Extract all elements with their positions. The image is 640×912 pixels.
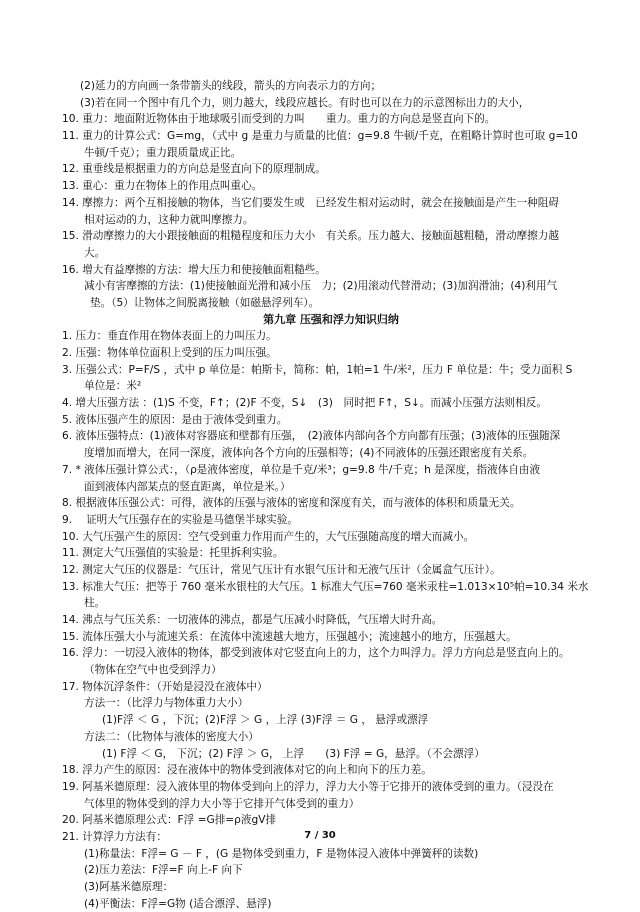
text-line: 3. 压强公式：P=F/S ，式中 p 单位是：帕斯卡，简称：帕，1帕=1 牛/米²，压力 F 单位是：牛；受力面积 S [62,363,573,376]
text-line: 14. 沸点与气压关系：一切液体的沸点，都是气压减小时降低，气压增大时升高。 [62,614,443,626]
document-body [62,78,600,912]
text-line: 方法一：（比浮力与物体重力大小） [84,697,249,710]
text-line: 气体里的物体受到的浮力大小等于它排开气体受到的重力） [84,797,360,810]
text-line: 18. 浮力产生的原因：浸在液体中的物体受到液体对它的向上和向下的压力差。 [62,764,432,777]
text-line: (1) F浮 ＜ G， 下沉；(2) F浮 ＞ G， 上浮 (3) F浮 = G，悬浮。（不会漂浮） [102,747,485,760]
text-line: (3)若在同一个图中有几个力，则力越大，线段应越长。有时也可以在力的示意图标出力的大小， [80,96,530,109]
text-line: (2)延力的方向画一条带箭头的线段，箭头的方向表示力的方向； [80,80,382,92]
text-line: 19. 阿基米德原理：浸入液体里的物体受到向上的浮力，浮力大小等于它排开的液体受到的重力。（浸没在 [62,780,554,793]
text-line: 牛顿/千克）；重力跟质量成正比。 [84,146,242,159]
text-line: (1)F浮 ＜ G ，下沉；(2)F浮 ＞ G ，上浮 (3)F浮 ＝ G ， 悬浮或漂浮 [102,714,429,727]
text-line: (4)平衡法：F浮=G物 (适合漂浮、悬浮) [84,897,272,910]
text-line: 面到液体内部某点的竖直距离，单位是米。） [84,480,291,493]
text-line: 垫。（5）让物体之间脱离接触（如磁悬浮列车）。 [90,296,320,309]
text-line: 13. 标准大气压：把等于 760 毫米水银柱的大气压。1 标准大气压=760 毫米汞柱=1.013×10⁵帕=10.34 米水 [62,580,589,593]
text-line: 21. 计算浮力方法有： [62,830,167,843]
page-number: 7 / 30 [304,830,336,841]
text-line: 相对运动的力，这种力就叫摩擦力。 [84,213,254,226]
text-line: (2)压力差法：F浮=F 向上-F 向下 [84,864,243,877]
text-line: 5. 液体压强产生的原因：是由于液体受到重力。 [62,413,288,426]
text-line: 17. 物体沉浮条件：（开始是浸没在液体中） [62,680,268,693]
text-line: (1)称量法：F浮= G － F ，(G 是物体受到重力，F 是物体浸入液体中弹簧秤的读数) [84,847,479,860]
text-line: 8. 根据液体压强公式：可得，液体的压强与液体的密度和深度有关，而与液体的体积和质量无关。 [62,497,521,510]
text-line: 大。 [84,246,106,259]
text-line: 15. 滑动摩擦力的大小跟接触面的粗糙程度和压力大小 有关系。压力越大、接触面越粗糙，滑动摩擦力越 [62,230,559,243]
chapter-heading: 第九章 压强和浮力知识归纳 [263,312,399,326]
text-line: 12. 重垂线是根据重力的方向总是竖直向下的原理制成。 [62,163,326,176]
text-line: 柱。 [84,597,106,610]
text-line: 14. 摩擦力：两个互相接触的物体，当它们要发生或 已经发生相对运动时，就会在接触面是产生一种阻碍 [62,196,559,209]
text-line: （物体在空气中也受到浮力） [84,664,222,677]
text-line: 11. 重力的计算公式：G=mg，（式中 g 是重力与质量的比值：g=9.8 牛顿/千克，在粗略计算时也可取 g=10 [62,130,578,143]
text-line: 10. 大气压强产生的原因：空气受到重力作用而产生的，大气压强随高度的增大而减小。 [62,530,475,543]
text-line: 13. 重心：重力在物体上的作用点叫重心。 [62,180,263,193]
text-line: (3)阿基米德原理： [84,881,174,893]
text-line: 12. 测定大气压的仪器是：气压计，常见气压计有水银气压计和无液气压计（金属盒气压计）。 [62,563,501,576]
text-line: 4. 增大压强方法 ：(1)S 不变，F↑；(2)F 不变，S↓ (3) 同时把 F↑，S↓。而减小压强方法则相反。 [62,397,547,410]
text-line: 20. 阿基米德原理公式：F浮 =G排=ρ液gV排 [62,814,277,827]
text-line: 6. 液体压强特点：(1)液体对容器底和壁都有压强， (2)液体内部向各个方向都有压强；(3)液体的压强随深 [62,430,561,443]
text-line: 减小有害摩擦的方法：(1)使接触面光滑和减小压 力；(2)用滚动代替滑动；(3)加润滑油；(4)利用气 [84,280,558,293]
text-line: 单位是：米² [84,380,142,393]
text-line: 16. 增大有益摩擦的方法：增大压力和使接触面粗糙些。 [62,263,326,276]
text-line: 方法二：（比物体与液体的密度大小） [84,730,259,743]
text-line: 16. 浮力：一切浸入液体的物体，都受到液体对它竖直向上的力，这个力叫浮力。浮力方向总是竖直向上的。 [62,647,570,660]
text-line: 2. 压强：物体单位面积上受到的压力叫压强。 [62,347,277,359]
text-line: 7. * 液体压强计算公式：，（ρ是液体密度，单位是千克/米³；g=9.8 牛/千克；h 是深度，指液体自由液 [62,463,541,476]
text-line: 11. 测定大气压强值的实验是：托里拆利实验。 [62,547,284,560]
text-line: 度增加而增大，在同一深度，液体向各个方向的压强相等；(4)不同液体的压强还跟密度有关系。 [84,447,534,460]
text-line: 1. 压力：垂直作用在物体表面上的力叫压力。 [62,330,277,343]
text-line: 9. 证明大气压强存在的实验是马德堡半球实验。 [62,513,298,526]
text-line: 10. 重力：地面附近物体由于地球吸引而受到的力叫 重力。重力的方向总是竖直向下的。 [62,113,496,126]
text-line: 15. 流体压强大小与流速关系：在流体中流速越大地方，压强越小；流速越小的地方，压强越大。 [62,630,517,643]
